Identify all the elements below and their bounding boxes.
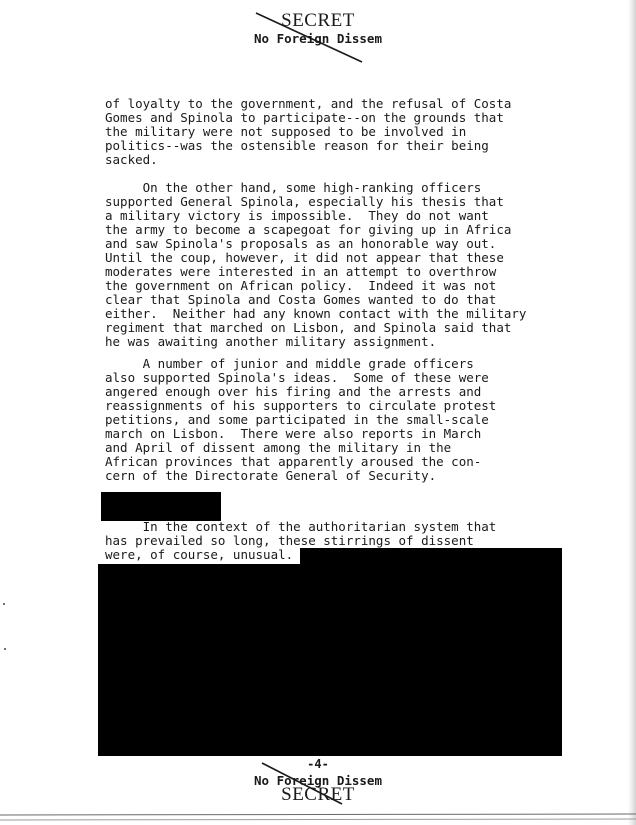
text-line: Until the coup, however, it did not appear that these xyxy=(105,250,504,265)
redaction-block-small xyxy=(101,492,221,521)
text-line: African provinces that apparently aroused the con- xyxy=(105,454,482,469)
text-line: also supported Spinola's ideas. Some of these were xyxy=(105,370,489,385)
text-line: of loyalty to the government, and the refusal of Costa xyxy=(105,96,512,111)
text-line: the military were not supposed to be involved in xyxy=(105,124,467,139)
text-line: moderates were interested in an attempt to overthrow xyxy=(105,264,497,279)
header-classification: SECRET xyxy=(281,10,355,31)
header-strike-mark xyxy=(250,10,370,66)
text-line: supported General Spinola, especially his thesis that xyxy=(105,194,504,209)
text-line: Gomes and Spinola to participate--on the grounds that xyxy=(105,110,504,125)
redaction-block-large xyxy=(98,564,562,756)
header-dissem: No Foreign Dissem xyxy=(254,31,382,46)
scan-speck xyxy=(3,603,5,605)
text-line: On the other hand, some high-ranking officers xyxy=(105,180,482,195)
text-line: the army to become a scapegoat for giving up in Africa xyxy=(105,222,512,237)
scan-speck xyxy=(4,648,6,650)
text-line: he was awaiting another military assignment. xyxy=(105,334,437,349)
text-line: march on Lisbon. There were also reports in March xyxy=(105,426,482,441)
text-line: petitions, and some participated in the small-scale xyxy=(105,412,489,427)
text-line: politics--was the ostensible reason for their being xyxy=(105,138,489,153)
text-line: has prevailed so long, these stirrings of dissent xyxy=(105,533,474,548)
footer-strike-mark xyxy=(258,760,358,810)
text-line: and saw Spinola's proposals as an honorable way out. xyxy=(105,236,497,251)
paragraph-3 xyxy=(105,357,575,483)
scan-edge-shadow xyxy=(628,0,636,825)
paragraph-2 xyxy=(105,181,575,349)
footer-dissem: No Foreign Dissem xyxy=(254,773,382,788)
text-line: A number of junior and middle grade officers xyxy=(105,356,474,371)
text-line: clear that Spinola and Costa Gomes wanted to do that xyxy=(105,292,497,307)
paragraph-1 xyxy=(105,97,575,167)
text-line: a military victory is impossible. They do not want xyxy=(105,208,489,223)
text-line: cern of the Directorate General of Security. xyxy=(105,468,437,483)
text-line: angered enough over his firing and the arrests and xyxy=(105,384,482,399)
text-line: In the context of the authoritarian system that xyxy=(105,519,497,534)
text-line: the government on African policy. Indeed it was not xyxy=(105,278,497,293)
text-line: regiment that marched on Lisbon, and Spinola said that xyxy=(105,320,512,335)
text-line: were, of course, unusual. xyxy=(105,547,294,562)
footer-classification: SECRET xyxy=(281,784,355,805)
text-line: reassignments of his supporters to circulate protest xyxy=(105,398,497,413)
scan-bottom-edge xyxy=(0,809,636,825)
page-number: -4- xyxy=(307,757,329,771)
text-line: either. Neither had any known contact with the military xyxy=(105,306,527,321)
text-line: and April of dissent among the military in the xyxy=(105,440,452,455)
text-line: sacked. xyxy=(105,152,158,167)
